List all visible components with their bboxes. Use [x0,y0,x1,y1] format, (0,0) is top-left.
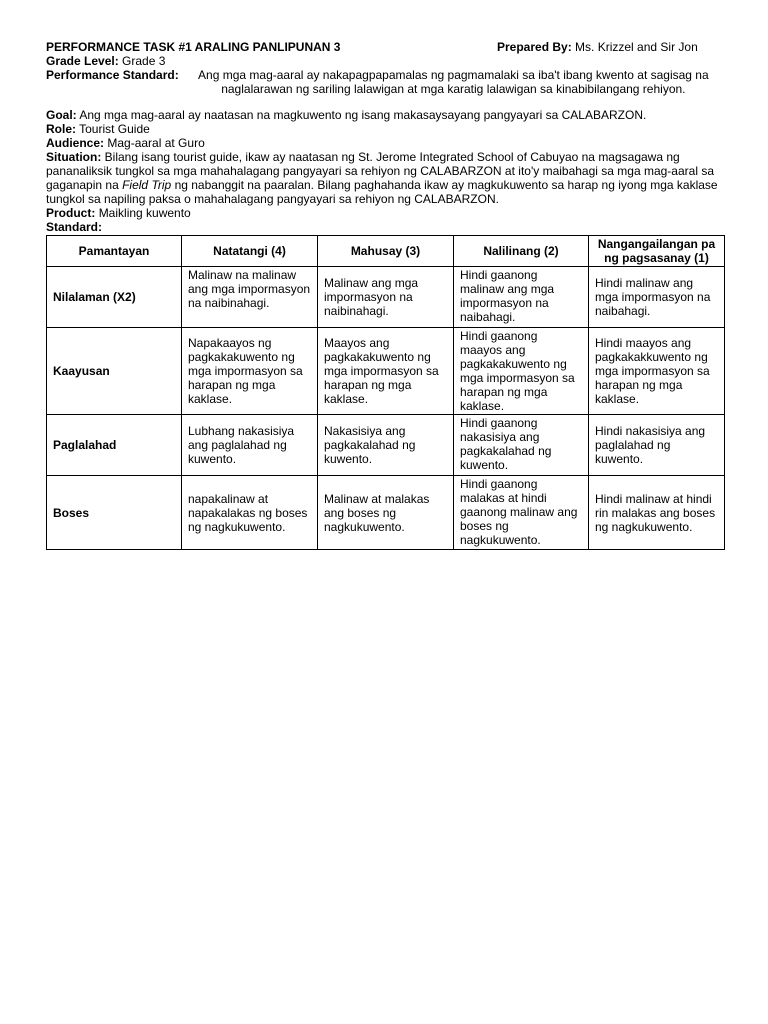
grade-label: Grade Level: [46,54,119,68]
title-row [46,40,724,54]
header-pamantayan: Pamantayan [47,236,182,267]
product [46,206,724,220]
rubric-cell: Malinaw na malinaw ang mga impormasyon na naibinahagi. [182,267,318,328]
prepared-label: Prepared By: [497,40,572,54]
criterion-cell: Paglalahad [47,415,182,476]
situation-label: Situation: [46,150,102,164]
standard-label: Standard: [46,220,103,234]
situation-italic: Field Trip [122,178,172,192]
rubric-cell: Malinaw at malakas ang boses ng nagkukuwento. [318,476,454,550]
prepared-by [497,40,724,54]
criterion-cell: Nilalaman (X2) [47,267,182,328]
goal-label: Goal: [46,108,77,122]
goal-value: Ang mga mag-aaral ay naatasan na magkuwento ng isang makasaysayang pangyayari sa CALABARZON. [79,108,647,122]
rubric-cell: Hindi gaanong nakasisiya ang pagkakalahad ng kuwento. [454,415,589,476]
rubric-cell: Hindi gaanong malakas at hindi gaanong malinaw ang boses ng nagkukuwento. [454,476,589,550]
table-row [47,267,725,328]
header-mahusay: Mahusay (3) [318,236,454,267]
table-row [47,476,725,550]
role-label: Role: [46,122,76,136]
header-nangangailangan: Nangangailangan pa ng pagsasanay (1) [589,236,725,267]
criterion-cell: Kaayusan [47,328,182,415]
product-label: Product: [46,206,96,220]
rubric-cell: Nakasisiya ang pagkakalahad ng kuwento. [318,415,454,476]
rubric-header-row [47,236,725,267]
rubric-cell: Hindi malinaw ang mga impormasyon na naibahagi. [589,267,725,328]
header-natatangi: Natatangi (4) [182,236,318,267]
criterion-cell: Boses [47,476,182,550]
situation-text-1: Bilang isang tourist guide, ikaw ay naatasan ng St. Jerome Integrated School of Cabuyao na magsagawa ng pananaliksik tungkol sa mga mahahalagang pangyayari sa rehiyon ng CALABARZON at ito'y maibahagi sa mga mag-aaral sa gaganapin na [46,150,714,192]
rubric-cell: Malinaw ang mga impormasyon na naibinahagi. [318,267,454,328]
rubric-cell: Hindi gaanong malinaw ang mga impormasyon na naibahagi. [454,267,589,328]
rubric-cell: Lubhang nakasisiya ang paglalahad ng kuwento. [182,415,318,476]
rubric-cell: Napakaayos ng pagkakakuwento ng mga impormasyon sa harapan ng mga kaklase. [182,328,318,415]
document-page [46,40,724,550]
table-row [47,328,725,415]
perf-value: Ang mga mag-aaral ay nakapagpapamalas ng pagmamalaki sa iba't ibang kwento at sagisag na naglalarawan ng sariling lalawigan at mga karatig lalawigan sa kinabibilangang rehiyon. [198,68,709,96]
rubric-cell: Hindi nakasisiya ang paglalahad ng kuwento. [589,415,725,476]
perf-label: Performance Standard: [46,68,179,82]
grade-level [46,54,724,68]
rubric-cell: Hindi gaanong maayos ang pagkakakuwento ng mga impormasyon sa harapan ng mga kaklase. [454,328,589,415]
rubric-cell: napakalinaw at napakalakas ng boses ng nagkukuwento. [182,476,318,550]
table-row [47,415,725,476]
role [46,122,724,136]
product-value: Maikling kuwento [98,206,191,220]
document-title: PERFORMANCE TASK #1 ARALING PANLIPUNAN 3 [46,40,341,54]
situation-text-2: ng nabanggit na paaralan. Bilang paghahanda ikaw ay magkukuwento sa harap ng iyong mga kaklase tungkol sa napiling paksa o mahahalagang pangyayari sa rehiyon ng CALABARZON. [46,178,718,206]
role-value: Tourist Guide [79,122,150,136]
audience [46,136,724,150]
rubric-table [46,235,725,550]
situation [46,150,724,206]
grade-value: Grade 3 [122,54,166,68]
rubric-cell: Hindi malinaw at hindi rin malakas ang boses ng nagkukuwento. [589,476,725,550]
rubric-cell: Hindi maayos ang pagkakakkuwento ng mga impormasyon sa harapan ng mga kaklase. [589,328,725,415]
prepared-value: Ms. Krizzel and Sir Jon [575,40,698,54]
audience-value: Mag-aaral at Guro [107,136,205,150]
audience-label: Audience: [46,136,105,150]
header-nalilinang: Nalilinang (2) [454,236,589,267]
rubric-cell: Maayos ang pagkakakuwento ng mga impormasyon sa harapan ng mga kaklase. [318,328,454,415]
goal [46,108,724,122]
performance-standard [46,68,724,96]
